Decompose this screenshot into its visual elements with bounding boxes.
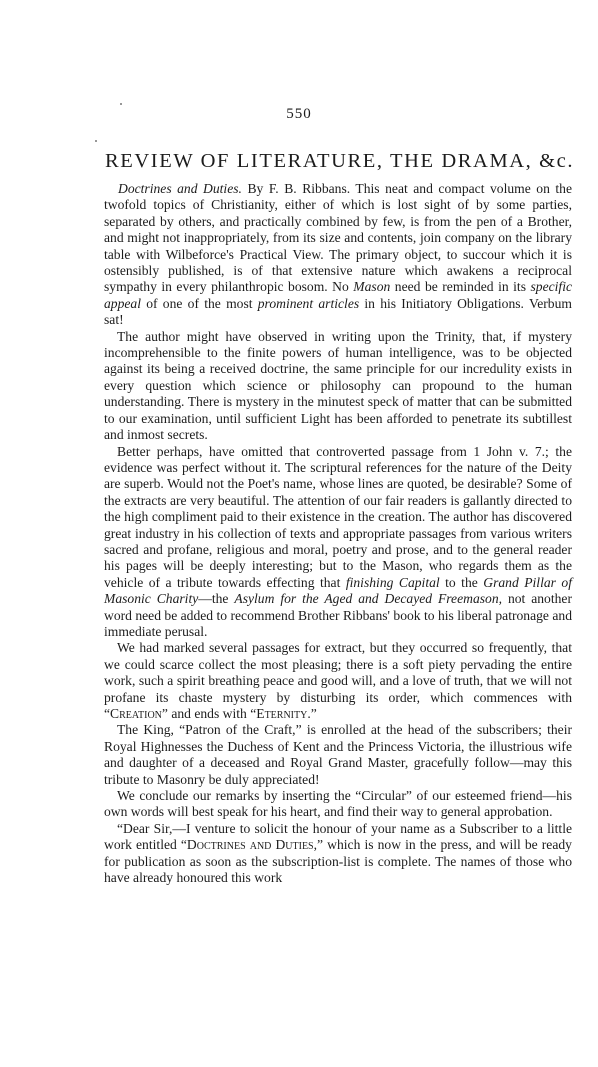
emphasis-mason: Mason xyxy=(353,279,391,295)
paragraph-subscribers: The King, “Patron of the Craft,” is enrolled at the head of the subscribers; their Royal Highnesses the Duchess of Kent and the Princess Victoria, the illustrious wife and daughter of a deceased and Royal Grand Master, gracefully follow—may this tribute to Masonry be duly appreciated! xyxy=(104,722,572,787)
paragraph-extracts xyxy=(104,640,572,722)
emphasis-specific-appeal: specific appeal xyxy=(104,279,573,311)
print-speck xyxy=(95,140,97,142)
paragraph-text: By F. B. Ribbans. This neat and compact volume on the twofold topics of Christianity, either of which is lost sight of by some parties, separated by others, and practically combined by few, is from the pen of a Brother, and might not inappropriately, from its size and contents, join company on the library table with Wilbeforce's Practical View. The primary object, to succour which it is ostensibly published, is of that extensive nature which awakens a reciprocal sympathy in every philanthropic bosom. No xyxy=(104,181,572,295)
paragraph-circular xyxy=(104,821,572,887)
book-title: Doctrines and Duties. xyxy=(118,181,242,196)
paragraph-trinity: The author might have observed in writing upon the Trinity, that, if mystery incomprehensible to the finite powers of human intelligence, was to be objected against its being a received doctrine, the same principle for our incredulity exists in every question which science or philosophy can propound to the human understanding. There is mystery in the minutest speck of matter that can be submitted to our examination, until sufficient Light has been afforded to penetrate its subtillest and inmost secrets. xyxy=(104,328,572,443)
emphasis-prominent-articles: prominent articles xyxy=(257,295,360,311)
print-speck xyxy=(120,103,122,105)
paragraph-text: in his Initiatory Obligations. Verbum sat! xyxy=(104,295,572,328)
paragraph-text: need be reminded in its xyxy=(390,279,531,295)
paragraph-text: —the xyxy=(198,591,235,607)
emphasis-grand-pillar: Grand Pillar of Masonic Charity xyxy=(104,574,572,607)
paragraph-text: to the xyxy=(439,574,484,590)
small-caps-creation: Creation xyxy=(110,706,162,721)
paragraph-text: Better perhaps, have omitted that controverted passage from 1 John v. 7.; the evidence was perfect without it. The scriptural references for the nature of the Deity are superb. Would not the Poet's name, whose lines are quoted, be desirable? Some of the extracts are very beautiful. The attention of our fair readers is gallantly directed to the high compliment paid to their existence in the creation. The author has discovered great industry in his collection of texts and appropriate passages from various writers sacred and profane, religious and moral, poetry and prose, and to the general reader his pages will be deeply interesting; but to the Mason, who regards them as the vehicle of a tribute towards effecting that xyxy=(104,443,572,590)
paragraph-text: We had marked several passages for extract, but they occurred so frequently, that we could scarce collect the most pleasing; there is a soft piety pervading the entire work, such a spirit breathing peace and good will, and a love of truth, that we will not profane its chaste mystery by disturbing its order, which commences with “ xyxy=(104,640,572,721)
review-article xyxy=(104,181,572,886)
paragraph-doctrines-and-duties xyxy=(104,181,572,329)
emphasis-finishing-capital: finishing Capital xyxy=(345,574,440,590)
page-number: 550 xyxy=(286,106,312,122)
paragraph-text: of one of the most xyxy=(141,295,258,311)
paragraph-text: .” xyxy=(307,706,317,721)
paragraph-text: “Dear Sir,—I venture to solicit the honour of your name as a Subscriber to a little work entitled “ xyxy=(104,820,572,853)
small-caps-book-title: Doctrines and Duties xyxy=(186,837,314,853)
section-heading: REVIEW OF LITERATURE, THE DRAMA, &c. xyxy=(105,150,575,172)
emphasis-asylum: Asylum for the Aged and Decayed Freemason, xyxy=(234,591,503,607)
paragraph-text: ,” which is now in the press, and will be ready for publication as soon as the subscription-list is complete. The names of those who have already honoured this work xyxy=(104,837,572,886)
paragraph-conclusion: We conclude our remarks by inserting the “Circular” of our esteemed friend—his own words will best speak for his heart, and find their way to general approbation. xyxy=(104,788,572,820)
small-caps-eternity: Eternity xyxy=(256,706,308,721)
paragraph-text: ” and ends with “ xyxy=(161,706,257,721)
paragraph-text: not another word need be added to recommend Brother Ribbans' book to his liberal patronage and immediate perusal. xyxy=(104,591,572,639)
paragraph-scriptural-references xyxy=(104,444,572,641)
